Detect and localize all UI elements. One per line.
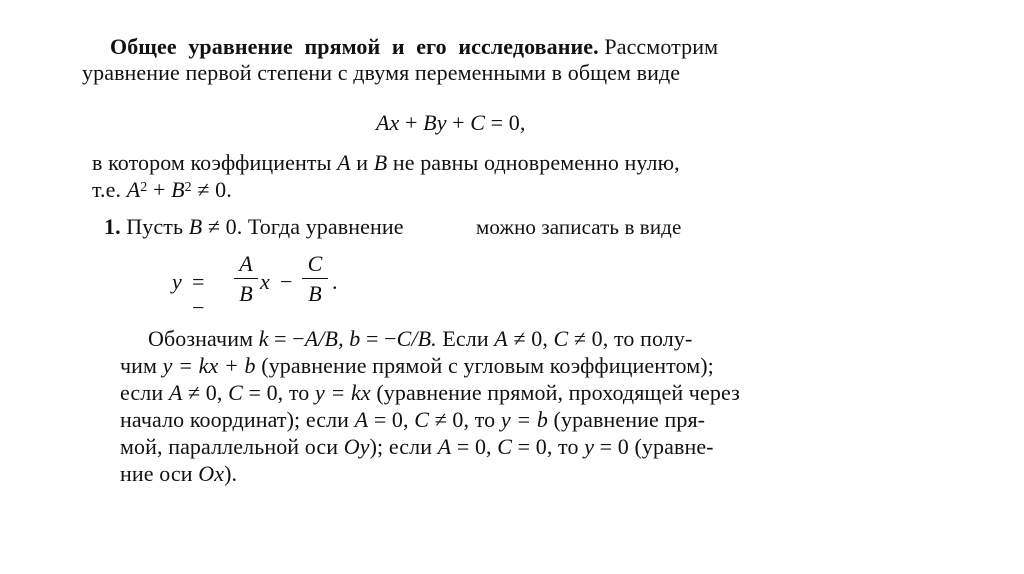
paragraph-3-line-5: мой, параллельной оси Oy); если A = 0, C = 0, то y = 0 (уравне-: [120, 434, 714, 459]
paragraph-3-line-4: начало координат); если A = 0, C ≠ 0, то y = b (уравнение пря-: [120, 407, 706, 432]
paragraph-3-line-1: Обозначим k = −A/B, b = −C/B. Если A ≠ 0, C ≠ 0, то полу-: [148, 326, 693, 351]
item-1-line: 1. Пусть B ≠ 0. Тогда уравнение: [104, 214, 404, 239]
item-number: 1.: [104, 214, 121, 239]
item-1-line-tail: можно записать в виде: [476, 215, 682, 239]
paragraph-1-line-2: уравнение первой степени с двумя переменными в общем виде: [82, 60, 681, 85]
paragraph-3-line-3: если A ≠ 0, C = 0, то y = kx (уравнение прямой, проходящей через: [120, 380, 740, 405]
paragraph-1-line-1: Общее уравнение прямой и его исследование. Рассмотрим: [110, 34, 719, 59]
fraction-a-over-b: A B: [234, 252, 258, 306]
paragraph-3-line-2: чим y = kx + b (уравнение прямой с угловым коэффициентом);: [120, 353, 714, 378]
paragraph-3-line-6: ние оси Ox).: [120, 461, 238, 486]
paragraph-2-line-1: в котором коэффициенты A и B не равны одновременно нулю,: [92, 150, 680, 175]
fraction-c-over-b: C B: [302, 252, 328, 306]
section-heading: Общее уравнение прямой и его исследование.: [110, 34, 599, 59]
paragraph-2-line-2: т.е. $A^2 + B^2 \ne 0$.: [92, 177, 232, 202]
document-page: Общее уравнение прямой и его исследование. Рассмотрим уравнение первой степени с двумя переменными в общем виде Ax + By + C = 0, в котором коэффициенты A и B не равны одновременно нулю, т.е. $A^2 + B^2 \ne 0$. 1. Пусть B ≠ 0. Тогда уравнение можно записать в виде y = − A B x − C B . Обозначим k = −A/B, b = −C/B. Если A ≠ 0, C ≠ 0, то полу- чим y = kx + b (уравнение прямой с угловым коэффициентом); если A ≠ 0, C = 0, то y = kx (уравнение прямой, проходящей через начало координат); если A = 0, C ≠ 0, то y = b (уравнение пря- мой, параллельной оси Oy); если A = 0, C = 0, то y = 0 (уравне- ние оси Ox).: [82, 34, 740, 486]
general-equation: Ax + By + C = 0,: [376, 110, 526, 135]
